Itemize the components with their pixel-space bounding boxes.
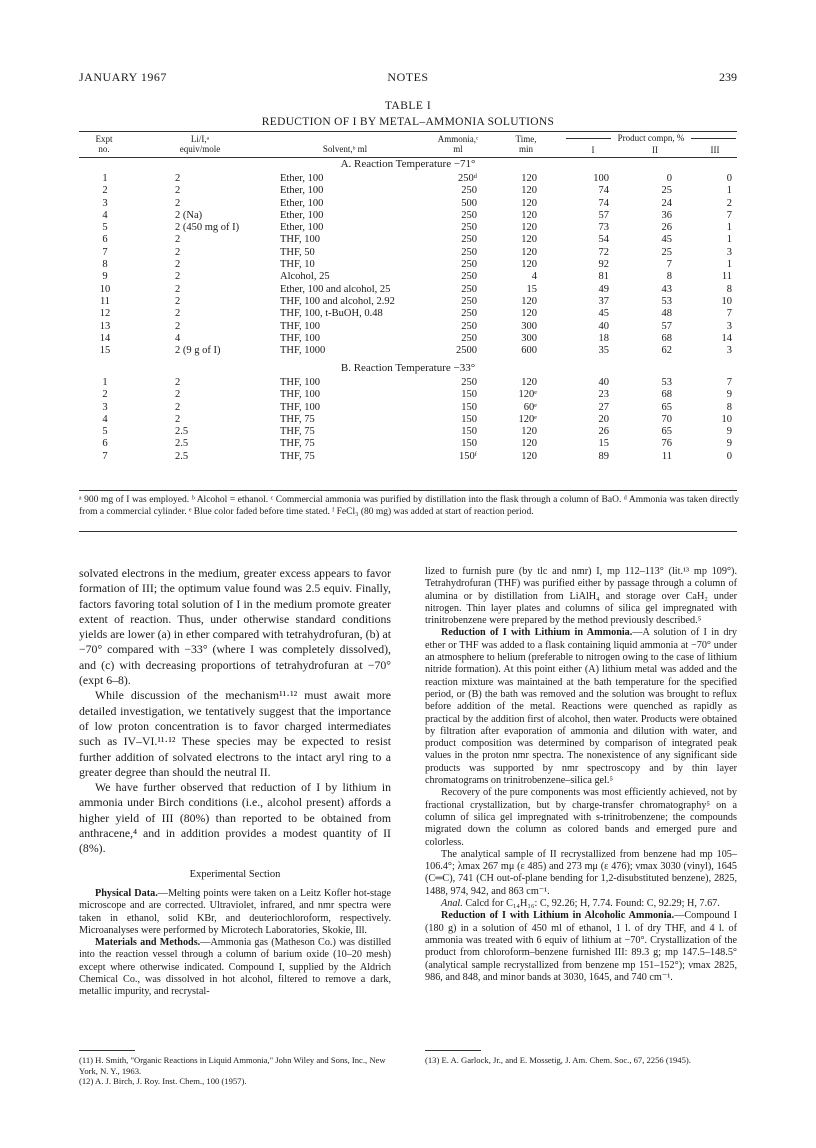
cell-li-equiv: 2 [175, 320, 181, 332]
cell-li-equiv: 2.5 [175, 450, 189, 462]
section-b-rows [79, 377, 737, 463]
cell-product-ii: 65 [661, 426, 672, 438]
cell-product-iii: 2 [726, 197, 732, 209]
cell-ammonia: 150 [461, 389, 477, 401]
cell-li-equiv: 4 [175, 332, 181, 344]
cell-product-iii: 3 [726, 246, 732, 258]
cell-li-equiv: 2 (450 mg of I) [175, 222, 240, 234]
left-reference-rule [79, 1050, 135, 1051]
cell-product-iii: 7 [726, 377, 732, 388]
cell-ammonia: 250 [461, 320, 477, 332]
cell-time: 120 [521, 234, 537, 246]
table-row [79, 389, 737, 401]
reference-12: (12) A. J. Birch, J. Roy. Inst. Chem., 100 (1957). [79, 1076, 247, 1086]
cell-product-i: 73 [598, 222, 609, 234]
cell-product-ii: 25 [661, 246, 672, 258]
cell-product-ii: 65 [661, 401, 672, 413]
left-paragraph-2: While discussion of the mechanism¹¹·¹² must await more detailed investigation, we tentatively suggest that the importance of low proton concentration is to favor charged intermediates such as IV–VI.¹¹·¹² These species may be expected to resist further addition of solvated electrons to the intact aryl ring to a greater degree than should the neutral II. [79, 688, 391, 779]
physical-data-text: —Melting points were taken on a Leitz Kofler hot-stage microscope and are corrected. Ultraviolet, infrared, and nmr spectra were taken in ethanol, solid KBr, and deuteriochloroform, respectively. Microanalyses were performed by Microtech Laboratories, Skokie, Ill. [79, 887, 391, 936]
cell-li-equiv: 2 [175, 295, 181, 307]
cell-time: 60ᵉ [523, 401, 537, 413]
cell-solvent: THF, 75 [280, 413, 315, 425]
cell-product-i: 89 [598, 450, 609, 462]
cell-product-i: 45 [598, 308, 609, 320]
cell-time: 4 [531, 271, 537, 283]
cell-expt-no: 9 [102, 271, 108, 283]
reduction-alcoholic-paragraph [425, 910, 737, 984]
cell-product-iii: 8 [726, 401, 732, 413]
cell-solvent: Ether, 100 [280, 197, 324, 209]
cell-li-equiv: 2 [175, 283, 181, 295]
cell-product-ii: 26 [661, 222, 672, 234]
cell-expt-no: 6 [102, 438, 108, 450]
cell-ammonia: 250 [461, 271, 477, 283]
cell-product-i: 81 [598, 271, 609, 283]
header-li-line2: equiv/mole [179, 144, 221, 154]
cell-product-ii: 57 [661, 320, 672, 332]
cell-product-i: 54 [598, 234, 609, 246]
cell-product-iii: 9 [726, 389, 732, 401]
cell-time: 120 [521, 197, 537, 209]
page-number: 239 [719, 70, 737, 84]
cell-time: 300 [521, 320, 537, 332]
right-references [425, 1050, 737, 1066]
cell-li-equiv: 2 [175, 234, 181, 246]
cell-product-iii: 14 [721, 332, 732, 344]
section-b-heading: B. Reaction Temperature −33° [340, 362, 476, 374]
table-row [79, 438, 737, 450]
cell-ammonia: 250ᵈ [457, 173, 477, 184]
cell-solvent: THF, 75 [280, 426, 315, 438]
cell-solvent: Ether, 100 [280, 173, 324, 184]
cell-time: 120 [521, 246, 537, 258]
left-references [79, 1050, 397, 1087]
cell-li-equiv: 2 [175, 389, 181, 401]
cell-ammonia: 500 [461, 197, 477, 209]
cell-product-i: 57 [598, 209, 609, 221]
cell-product-ii: 53 [661, 295, 672, 307]
right-reference-rule [425, 1050, 481, 1051]
table-row [79, 247, 737, 259]
table-row [79, 271, 737, 283]
header-product-i: I [591, 145, 595, 155]
table-row [79, 173, 737, 185]
materials-paragraph [79, 937, 391, 998]
header-date: JANUARY 1967 [79, 70, 167, 84]
cell-time: 600 [521, 345, 537, 357]
cell-ammonia: 250 [461, 308, 477, 320]
table-title: TABLE I [384, 100, 432, 112]
cell-product-ii: 36 [661, 209, 672, 221]
cell-solvent: THF, 100 and alcohol, 2.92 [280, 295, 395, 307]
header-product: Product compn, % [611, 133, 691, 143]
footnote-rule [79, 531, 737, 532]
cell-product-ii: 25 [661, 185, 672, 197]
cell-product-i: 23 [598, 389, 609, 401]
cell-li-equiv: 2 [175, 401, 181, 413]
reduction-alcoholic-text: —Compound I (180 g) in a solution of 450 ml of ethanol, 1 l. of dry THF, and 4 l. of ammonia was treated with 6 equiv of lithium at −70°. Crystallization of the product from chloroform–benzene furnished III: 89.3 g; mp 147.5–148.5° (analytical sample recrystallized from benzene mp 151–152°); νmax 2825, 986, and 848, and minor bands at 3030, 1645, and 740 cm⁻¹. [425, 910, 737, 983]
cell-product-iii: 9 [726, 438, 732, 450]
cell-expt-no: 1 [102, 173, 108, 184]
reference-13: (13) E. A. Garlock, Jr., and E. Mossetig, J. Am. Chem. Soc., 67, 2256 (1945). [425, 1055, 691, 1065]
cell-expt-no: 1 [102, 377, 108, 388]
analysis-text: Calcd for C₁₄H₁₆: C, 92.26; H, 7.74. Found: C, 92.29; H, 7.67. [462, 898, 720, 910]
cell-solvent: THF, 100 [280, 401, 320, 413]
physical-data-heading: Physical Data. [95, 887, 158, 899]
header-li [160, 134, 240, 154]
cell-product-iii: 8 [726, 283, 732, 295]
cell-time: 120 [521, 185, 537, 197]
section-a-rows [79, 173, 737, 357]
cell-expt-no: 7 [102, 246, 108, 258]
left-column [79, 566, 391, 999]
cell-ammonia: 150 [461, 438, 477, 450]
cell-product-ii: 70 [661, 413, 672, 425]
cell-ammonia: 250 [461, 185, 477, 197]
cell-ammonia: 250 [461, 259, 477, 271]
header-section: NOTES [387, 70, 429, 84]
cell-product-i: 49 [598, 283, 609, 295]
table-row [79, 402, 737, 414]
cell-ammonia: 250 [461, 209, 477, 221]
cell-time: 300 [521, 332, 537, 344]
header-solvent: Solvent,ᵇ ml [322, 144, 368, 154]
cell-product-ii: 53 [661, 377, 672, 388]
cell-expt-no: 4 [102, 209, 108, 221]
cell-time: 120 [521, 438, 537, 450]
table-top-rule [79, 131, 737, 132]
cell-solvent: THF, 50 [280, 246, 315, 258]
cell-product-iii: 0 [726, 450, 732, 462]
cell-ammonia: 150ᶠ [459, 450, 477, 462]
table-row [79, 259, 737, 271]
section-a-heading: A. Reaction Temperature −71° [340, 158, 476, 170]
cell-solvent: Ether, 100 and alcohol, 25 [280, 283, 391, 295]
cell-ammonia: 250 [461, 332, 477, 344]
experimental-section-heading: Experimental Section [189, 868, 281, 880]
cell-time: 120 [521, 259, 537, 271]
reduction-ammonia-paragraph [425, 627, 737, 787]
cell-product-ii: 68 [661, 332, 672, 344]
cell-expt-no: 13 [99, 320, 111, 332]
cell-product-i: 40 [598, 377, 609, 388]
header-expt [89, 134, 119, 154]
cell-ammonia: 250 [461, 377, 477, 388]
table-row [79, 451, 737, 463]
table-row [79, 308, 737, 320]
header-ammonia-line2: ml [453, 144, 463, 154]
header-expt-line1: Expt [95, 134, 113, 144]
cell-ammonia: 250 [461, 222, 477, 234]
header-ammonia-line1: Ammonia,ᶜ [437, 134, 479, 144]
cell-product-i: 18 [598, 332, 609, 344]
table-row [79, 234, 737, 246]
recovery-paragraph: Recovery of the pure components was most efficiently achieved, not by fractional crystallization, but by charge-transfer chromatography⁵ on a column of silica gel impregnated with s-trinitrobenzene; the compounds migrated down the column as colored bands and emerged pure and colorless. [425, 787, 737, 848]
header-product-ii: II [652, 145, 658, 155]
cell-time: 120 [521, 450, 537, 462]
cell-expt-no: 14 [99, 332, 111, 344]
cell-product-i: 27 [598, 401, 609, 413]
cell-product-i: 72 [598, 246, 609, 258]
cell-solvent: Ether, 100 [280, 185, 324, 197]
cell-product-iii: 7 [726, 308, 732, 320]
cell-product-i: 74 [598, 185, 609, 197]
table-row [79, 321, 737, 333]
right-column [425, 566, 737, 984]
cell-product-ii: 11 [661, 450, 672, 462]
cell-time: 120 [521, 173, 537, 184]
cell-expt-no: 2 [102, 389, 108, 401]
cell-li-equiv: 2 [175, 259, 181, 271]
cell-product-ii: 45 [661, 234, 672, 246]
cell-expt-no: 15 [99, 345, 111, 357]
table-row [79, 426, 737, 438]
cell-expt-no: 11 [99, 295, 111, 307]
cell-product-ii: 8 [666, 271, 672, 283]
cell-li-equiv: 2.5 [175, 426, 189, 438]
cell-ammonia: 250 [461, 295, 477, 307]
cell-time: 120 [521, 377, 537, 388]
cell-li-equiv: 2 [175, 246, 181, 258]
cell-product-iii: 7 [726, 209, 732, 221]
cell-ammonia: 2500 [456, 345, 477, 357]
cell-product-ii: 62 [661, 345, 672, 357]
header-time [506, 134, 546, 154]
cell-solvent: THF, 10 [280, 259, 315, 271]
cell-solvent: Ether, 100 [280, 222, 324, 234]
cell-expt-no: 8 [102, 259, 108, 271]
header-product-iii: III [710, 145, 720, 155]
left-paragraph-3: We have further observed that reduction of I by lithium in ammonia under Birch conditions (i.e., alcohol present) affords a higher yield of III (80%) than reported to be obtained from anthracene,⁴ and in addition provides a modest quantity of II (8%). [79, 780, 391, 856]
cell-product-i: 35 [598, 345, 609, 357]
cell-time: 15 [526, 283, 537, 295]
cell-product-i: 26 [598, 426, 609, 438]
cell-product-iii: 3 [726, 320, 732, 332]
cell-expt-no: 5 [102, 222, 108, 234]
header-expt-line2: no. [98, 144, 110, 154]
cell-product-i: 20 [598, 413, 609, 425]
cell-solvent: THF, 1000 [280, 345, 326, 357]
cell-expt-no: 6 [102, 234, 108, 246]
cell-li-equiv: 2.5 [175, 438, 189, 450]
cell-ammonia: 150 [461, 413, 477, 425]
cell-product-i: 40 [598, 320, 609, 332]
header-time-line2: min [518, 144, 533, 154]
cell-ammonia: 250 [461, 283, 477, 295]
cell-expt-no: 3 [102, 401, 108, 413]
analytical-sample-paragraph: The analytical sample of II recrystallized from benzene had mp 105–106.4°; λmax 267 mμ (ε 485) and 273 mμ (ε 476); νmax 3030 (vinyl), 1645 (C═C), 741 (CH out-of-plane bending for 1,2-disubstituted benzene), 2825, 1488, 974, 942, and 863 cm⁻¹. [425, 848, 737, 897]
cell-product-i: 74 [598, 197, 609, 209]
table-row [79, 222, 737, 234]
cell-expt-no: 12 [99, 308, 111, 320]
cell-li-equiv: 2 (Na) [175, 209, 203, 221]
cell-product-iii: 1 [726, 222, 732, 234]
cell-solvent: THF, 100 [280, 377, 320, 388]
header-time-line1: Time, [515, 134, 537, 144]
cell-solvent: THF, 100 [280, 320, 320, 332]
table-caption: REDUCTION OF I BY METAL–AMMONIA SOLUTIONS [261, 116, 555, 128]
cell-product-i: 37 [598, 295, 609, 307]
cell-product-ii: 68 [661, 389, 672, 401]
cell-time: 120 [521, 222, 537, 234]
right-paragraph-1: lized to furnish pure (by tlc and nmr) I, mp 112–113° (lit.¹³ mp 109°). Tetrahydrofuran (THF) was purified either by passage through a column of alumina or by distillation from LiAlH₄ and storage over CaH₂ under nitrogen. Thin layer plates and columns of silica gel impregnated with trinitrobenzene were prepared by the method previously described.⁵ [425, 566, 737, 627]
cell-li-equiv: 2 (9 g of I) [175, 345, 221, 357]
reference-11: (11) H. Smith, "Organic Reactions in Liquid Ammonia," John Wiley and Sons, Inc., New York, N. Y., 1963. [79, 1055, 386, 1076]
reduction-alcoholic-heading: Reduction of I with Lithium in Alcoholic Ammonia. [441, 910, 675, 922]
analysis-paragraph [425, 898, 737, 910]
cell-ammonia: 150 [461, 426, 477, 438]
cell-li-equiv: 2 [175, 173, 181, 184]
cell-li-equiv: 2 [175, 185, 181, 197]
cell-expt-no: 2 [102, 185, 108, 197]
running-header [79, 70, 737, 86]
cell-product-ii: 0 [666, 173, 672, 184]
cell-product-i: 92 [598, 259, 609, 271]
cell-product-iii: 1 [726, 259, 732, 271]
table-bottom-rule [79, 490, 737, 491]
cell-product-iii: 3 [726, 345, 732, 357]
table-row [79, 333, 737, 345]
cell-solvent: Ether, 100 [280, 209, 324, 221]
cell-solvent: THF, 100 [280, 332, 320, 344]
table-row [79, 296, 737, 308]
table-row [79, 284, 737, 296]
cell-product-iii: 10 [721, 295, 732, 307]
reduction-ammonia-text: —A solution of I in dry ether or THF was added to a flask containing liquid ammonia at −70° under an atmosphere to helium (preferable to nitrogen owing to the case of lithium nitride formation). At this point either (A) lithium metal was added and the reaction mixture was maintained at the bath temperature for the specified period, or (B) the bath was removed and the solution was brought to reflux before addition of the metal. Reactions were quenched as rapidly as practical by the addition first of alcohol, then water. Products were obtained by filtration after evaporation of ammonia and dilution with water, and product composition was determined by comparison of integrated peak values in the proton nmr spectra. The nonexistence of any significant side products was supported by nmr spectroscopy and by thin layer chromatograms on trinitrobenzene–silica gel.⁵ [425, 627, 737, 787]
table-row [79, 377, 737, 389]
cell-ammonia: 250 [461, 246, 477, 258]
table-row [79, 210, 737, 222]
table-row [79, 185, 737, 197]
physical-data-paragraph [79, 888, 391, 937]
materials-heading: Materials and Methods. [95, 937, 201, 949]
cell-time: 120 [521, 209, 537, 221]
reduction-ammonia-heading: Reduction of I with Lithium in Ammonia. [441, 627, 633, 639]
cell-li-equiv: 2 [175, 308, 181, 320]
cell-product-ii: 48 [661, 308, 672, 320]
cell-expt-no: 5 [102, 426, 108, 438]
table-footnotes: ᵃ 900 mg of I was employed. ᵇ Alcohol = ethanol. ᶜ Commercial ammonia was purified by distillation into the flask through a column of BaO. ᵈ Ammonia was taken directly from a commercial cylinder. ᵉ Blue color faded before time stated. ᶠ FeCl₃ (80 mg) was added at start of reaction period. [79, 495, 739, 517]
cell-li-equiv: 2 [175, 197, 181, 209]
header-li-line1: Li/I,ᵃ [190, 134, 210, 144]
cell-solvent: Alcohol, 25 [280, 271, 330, 283]
cell-li-equiv: 2 [175, 413, 181, 425]
cell-expt-no: 3 [102, 197, 108, 209]
cell-product-iii: 11 [721, 271, 732, 283]
cell-time: 120 [521, 308, 537, 320]
cell-product-iii: 9 [726, 426, 732, 438]
analysis-heading: Anal. [441, 898, 463, 910]
cell-product-i: 100 [593, 173, 609, 184]
cell-product-iii: 1 [726, 185, 732, 197]
cell-ammonia: 150 [461, 401, 477, 413]
cell-solvent: THF, 75 [280, 438, 315, 450]
cell-expt-no: 10 [99, 283, 111, 295]
cell-ammonia: 250 [461, 234, 477, 246]
cell-product-ii: 7 [666, 259, 672, 271]
table-row [79, 198, 737, 210]
header-ammonia [430, 134, 486, 154]
cell-time: 120ᵉ [518, 413, 537, 425]
cell-solvent: THF, 100 [280, 234, 320, 246]
cell-product-ii: 76 [661, 438, 672, 450]
cell-product-i: 15 [598, 438, 609, 450]
cell-expt-no: 4 [102, 413, 108, 425]
materials-text: —Ammonia gas (Matheson Co.) was distilled into the reaction vessel through a column of barium oxide (10–20 mesh) except where otherwise indicated. Compound I, supplied by the Aldrich Chemical Co., was dissolved in hot alcohol, filtered to remove a dark, metallic impurity, and recrystal- [79, 937, 391, 998]
cell-product-iii: 0 [726, 173, 732, 184]
cell-li-equiv: 2 [175, 271, 181, 283]
cell-product-ii: 24 [661, 197, 672, 209]
table-row [79, 345, 737, 357]
cell-time: 120ᵉ [518, 389, 537, 401]
cell-solvent: THF, 100, t-BuOH, 0.48 [280, 308, 383, 320]
cell-product-iii: 1 [726, 234, 732, 246]
cell-li-equiv: 2 [175, 377, 181, 388]
cell-solvent: THF, 75 [280, 450, 315, 462]
cell-time: 120 [521, 295, 537, 307]
cell-product-iii: 10 [721, 413, 732, 425]
cell-time: 120 [521, 426, 537, 438]
cell-product-ii: 43 [661, 283, 672, 295]
left-paragraph-1: solvated electrons in the medium, greater excess appears to favor formation of III; the optimum value found was 2.5 equiv. Finally, factors favoring total solution of I in the medium promote greater extent of reaction. Thus, under otherwise standard conditions yields are lower (a) in ether compared with tetrahydrofuran, (b) at −70° compared with −33° (where I was completely dissolved), and (c) with decreasing proportions of tetrahydrofuran at −70° (expt 6–8). [79, 566, 391, 688]
table-row [79, 414, 737, 426]
cell-expt-no: 7 [102, 450, 108, 462]
cell-solvent: THF, 100 [280, 389, 320, 401]
